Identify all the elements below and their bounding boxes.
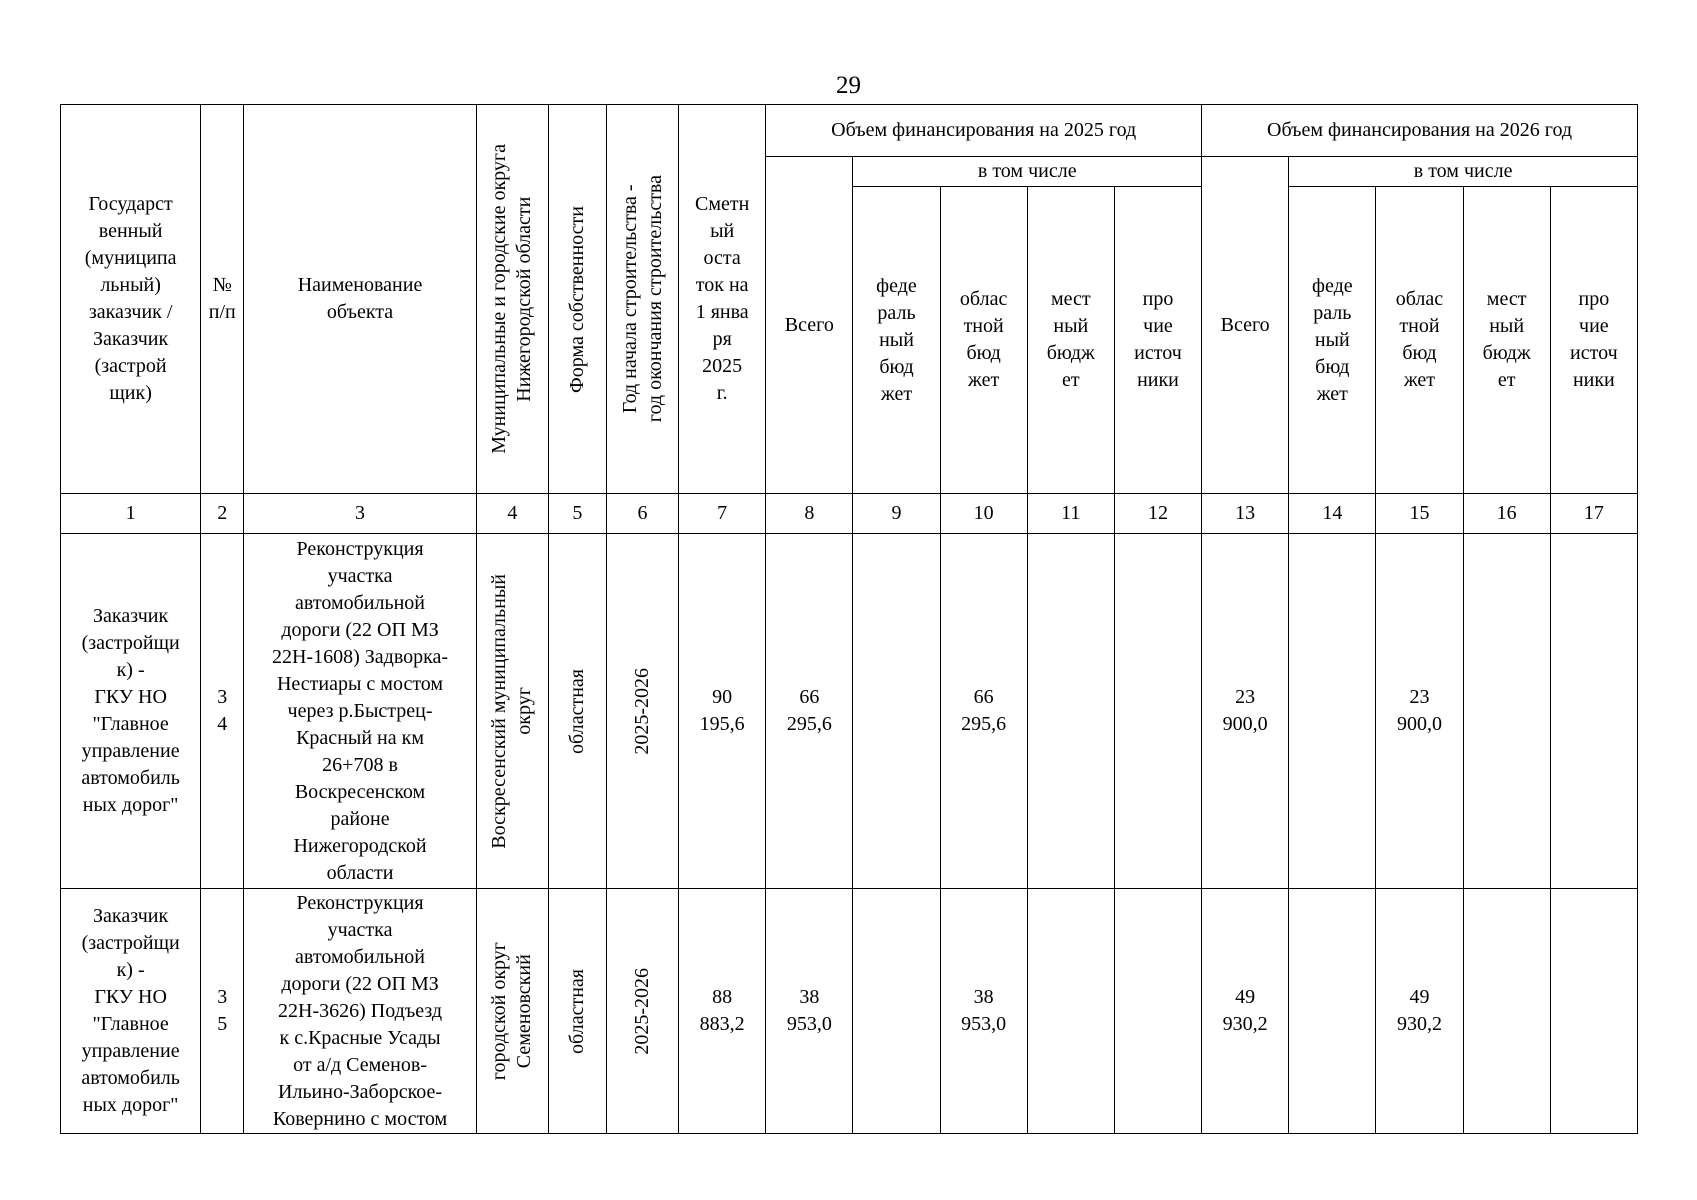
row-number-cell: 3 5 <box>201 889 244 1134</box>
federal-2026-cell <box>1289 534 1376 889</box>
header-balance: Сметн ый оста ток на 1 янва ря 2025 г. <box>679 105 766 494</box>
col-number: 11 <box>1027 494 1114 534</box>
local-2025-cell <box>1027 534 1114 889</box>
other-2025-cell <box>1114 889 1201 1134</box>
header-number: № п/п <box>201 105 244 494</box>
regional-2026-cell: 49 930,2 <box>1376 889 1463 1134</box>
header-other-2025: про чие источ ники <box>1114 187 1201 494</box>
customer-cell: Заказчик (застройщи к) - ГКУ НО "Главное управление автомобиль ных дорог" <box>61 534 201 889</box>
header-regional-2026: облас тной бюд жет <box>1376 187 1463 494</box>
col-number: 4 <box>476 494 548 534</box>
col-number: 12 <box>1114 494 1201 534</box>
regional-2026-cell: 23 900,0 <box>1376 534 1463 889</box>
header-regional-2025: облас тной бюд жет <box>940 187 1027 494</box>
col-number: 6 <box>606 494 678 534</box>
object-name-cell: Реконструкция участка автомобильной дороги (22 ОП МЗ 22Н-1608) Задворка- Нестиары с мостом через р.Быстрец- Красный на км 26+708 в Воскресенском районе Нижегородской области <box>244 534 476 889</box>
table-row <box>61 534 1638 889</box>
col-number: 9 <box>853 494 940 534</box>
header-financing-2025: Объем финансирования на 2025 год <box>766 105 1202 157</box>
page-number: 29 <box>836 72 861 99</box>
regional-2025-cell: 66 295,6 <box>940 534 1027 889</box>
other-2026-cell <box>1550 534 1637 889</box>
header-federal-2025: феде раль ный бюд жет <box>853 187 940 494</box>
financing-table <box>60 104 1638 1134</box>
header-district: Муниципальные и городские округа Нижегородской области <box>476 105 548 494</box>
federal-2025-cell <box>853 534 940 889</box>
local-2026-cell <box>1463 889 1550 1134</box>
ownership-cell: областная <box>548 889 606 1134</box>
header-financing-2026: Объем финансирования на 2026 год <box>1202 105 1638 157</box>
balance-cell: 90 195,6 <box>679 534 766 889</box>
col-number: 3 <box>244 494 476 534</box>
total-2026-cell: 49 930,2 <box>1202 889 1289 1134</box>
col-number: 15 <box>1376 494 1463 534</box>
balance-cell: 88 883,2 <box>679 889 766 1134</box>
header-object-name: Наименование объекта <box>244 105 476 494</box>
local-2026-cell <box>1463 534 1550 889</box>
years-cell: 2025-2026 <box>606 889 678 1134</box>
header-years: Год начала строительства - год окончания строительства <box>606 105 678 494</box>
col-number: 17 <box>1550 494 1637 534</box>
federal-2026-cell <box>1289 889 1376 1134</box>
ownership-cell: областная <box>548 534 606 889</box>
col-number: 2 <box>201 494 244 534</box>
row-number-cell: 3 4 <box>201 534 244 889</box>
district-cell: Воскресенский муниципальный округ <box>476 534 548 889</box>
col-number: 1 <box>61 494 201 534</box>
table-row <box>61 889 1638 1134</box>
header-federal-2026: феде раль ный бюд жет <box>1289 187 1376 494</box>
header-including-2026: в том числе <box>1289 157 1638 187</box>
other-2025-cell <box>1114 534 1201 889</box>
header-ownership: Форма собственности <box>548 105 606 494</box>
object-name-cell: Реконструкция участка автомобильной дороги (22 ОП МЗ 22Н-3626) Подъезд к с.Красные Усады от а/д Семенов- Ильино-Заборское- Ковернино с мостом <box>244 889 476 1134</box>
col-number: 13 <box>1202 494 1289 534</box>
header-local-2025: мест ный бюдж ет <box>1027 187 1114 494</box>
col-number: 16 <box>1463 494 1550 534</box>
header-other-2026: про чие источ ники <box>1550 187 1637 494</box>
header-row-1 <box>61 105 1638 157</box>
total-2025-cell: 66 295,6 <box>766 534 853 889</box>
customer-cell: Заказчик (застройщи к) - ГКУ НО "Главное управление автомобиль ных дорог" <box>61 889 201 1134</box>
header-including-2025: в том числе <box>853 157 1202 187</box>
header-customer: Государст венный (муниципа льный) заказчик / Заказчик (застрой щик) <box>61 105 201 494</box>
header-total-2026: Всего <box>1202 157 1289 494</box>
federal-2025-cell <box>853 889 940 1134</box>
other-2026-cell <box>1550 889 1637 1134</box>
header-total-2025: Всего <box>766 157 853 494</box>
col-number: 5 <box>548 494 606 534</box>
local-2025-cell <box>1027 889 1114 1134</box>
header-local-2026: мест ный бюдж ет <box>1463 187 1550 494</box>
col-number: 8 <box>766 494 853 534</box>
district-cell: городской округ Семеновский <box>476 889 548 1134</box>
years-cell: 2025-2026 <box>606 534 678 889</box>
col-number: 10 <box>940 494 1027 534</box>
total-2026-cell: 23 900,0 <box>1202 534 1289 889</box>
regional-2025-cell: 38 953,0 <box>940 889 1027 1134</box>
col-number: 14 <box>1289 494 1376 534</box>
col-number: 7 <box>679 494 766 534</box>
column-numbers-row <box>61 494 1638 534</box>
total-2025-cell: 38 953,0 <box>766 889 853 1134</box>
